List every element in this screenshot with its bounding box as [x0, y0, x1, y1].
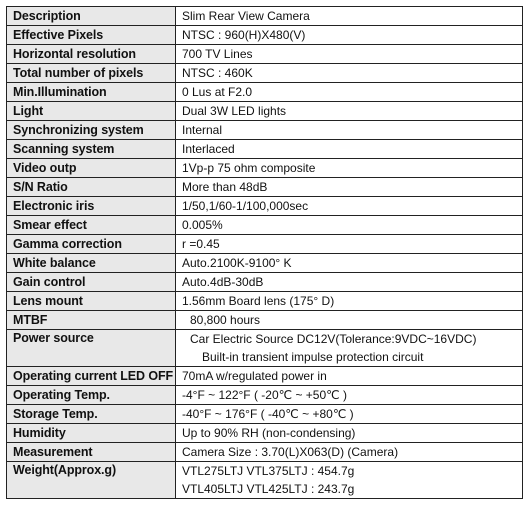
table-row — [7, 7, 523, 26]
spec-sheet — [6, 6, 523, 499]
spec-value: -40°F ~ 176°F ( -40℃ ~ +80℃ ) — [176, 405, 523, 424]
spec-label: Light — [7, 102, 176, 121]
spec-value: Auto.2100K-9100° K — [176, 254, 523, 273]
spec-value: Slim Rear View Camera — [176, 7, 523, 26]
spec-value: 1/50,1/60-1/100,000sec — [176, 197, 523, 216]
table-row — [7, 254, 523, 273]
spec-label: Electronic iris — [7, 197, 176, 216]
spec-value-line-1: VTL275LTJ VTL375LTJ : 454.7g — [182, 464, 355, 478]
table-row — [7, 216, 523, 235]
table-row — [7, 178, 523, 197]
table-row — [7, 273, 523, 292]
spec-label: Effective Pixels — [7, 26, 176, 45]
spec-value-line-2: VTL405LTJ VTL425LTJ : 243.7g — [182, 482, 355, 496]
spec-label: Measurement — [7, 443, 176, 462]
spec-value: NTSC : 460K — [176, 64, 523, 83]
table-row — [7, 26, 523, 45]
spec-value: Auto.4dB-30dB — [176, 273, 523, 292]
table-row — [7, 83, 523, 102]
table-row — [7, 121, 523, 140]
table-row — [7, 424, 523, 443]
spec-label: Video outp — [7, 159, 176, 178]
spec-label: Operating current LED OFF — [7, 367, 176, 386]
spec-value: 700 TV Lines — [176, 45, 523, 64]
table-row — [7, 235, 523, 254]
table-row — [7, 405, 523, 424]
spec-label: Gain control — [7, 273, 176, 292]
spec-value: 0.005% — [176, 216, 523, 235]
spec-value: Interlaced — [176, 140, 523, 159]
table-row — [7, 64, 523, 83]
spec-label: MTBF — [7, 311, 176, 330]
spec-value: Internal — [176, 121, 523, 140]
spec-value: 1Vp-p 75 ohm composite — [176, 159, 523, 178]
spec-value-text: 80,800 hours — [190, 313, 261, 327]
table-row — [7, 311, 523, 330]
table-row — [7, 102, 523, 121]
spec-value — [176, 311, 523, 330]
table-row — [7, 140, 523, 159]
spec-label: Horizontal resolution — [7, 45, 176, 64]
spec-label: Synchronizing system — [7, 121, 176, 140]
spec-value-line-2: Built-in transient impulse protection circuit — [202, 350, 424, 364]
spec-label: Smear effect — [7, 216, 176, 235]
spec-value: Up to 90% RH (non-condensing) — [176, 424, 523, 443]
specification-table — [6, 6, 523, 499]
spec-label: Storage Temp. — [7, 405, 176, 424]
spec-value: r =0.45 — [176, 235, 523, 254]
spec-label: Min.Illumination — [7, 83, 176, 102]
table-row — [7, 462, 523, 499]
spec-value: More than 48dB — [176, 178, 523, 197]
table-row — [7, 292, 523, 311]
table-row — [7, 443, 523, 462]
spec-label: S/N Ratio — [7, 178, 176, 197]
spec-label: Total number of pixels — [7, 64, 176, 83]
spec-label: Weight(Approx.g) — [7, 462, 176, 499]
table-row — [7, 330, 523, 367]
spec-label: Power source — [7, 330, 176, 367]
spec-label: Lens mount — [7, 292, 176, 311]
table-row — [7, 197, 523, 216]
spec-label: Scanning system — [7, 140, 176, 159]
spec-label: Description — [7, 7, 176, 26]
spec-label: Gamma correction — [7, 235, 176, 254]
table-row — [7, 159, 523, 178]
spec-value: NTSC : 960(H)X480(V) — [176, 26, 523, 45]
spec-value: 70mA w/regulated power in — [176, 367, 523, 386]
spec-value: Camera Size : 3.70(L)X063(D) (Camera) — [176, 443, 523, 462]
spec-value: 0 Lus at F2.0 — [176, 83, 523, 102]
spec-value-line-1: Car Electric Source DC12V(Tolerance:9VDC~16VDC) — [190, 332, 477, 346]
table-row — [7, 386, 523, 405]
spec-value: 1.56mm Board lens (175° D) — [176, 292, 523, 311]
spec-label: Humidity — [7, 424, 176, 443]
spec-label: White balance — [7, 254, 176, 273]
spec-value — [176, 330, 523, 367]
table-row — [7, 45, 523, 64]
spec-label: Operating Temp. — [7, 386, 176, 405]
table-row — [7, 367, 523, 386]
spec-value: Dual 3W LED lights — [176, 102, 523, 121]
spec-value: -4°F ~ 122°F ( -20℃ ~ +50℃ ) — [176, 386, 523, 405]
spec-value — [176, 462, 523, 499]
